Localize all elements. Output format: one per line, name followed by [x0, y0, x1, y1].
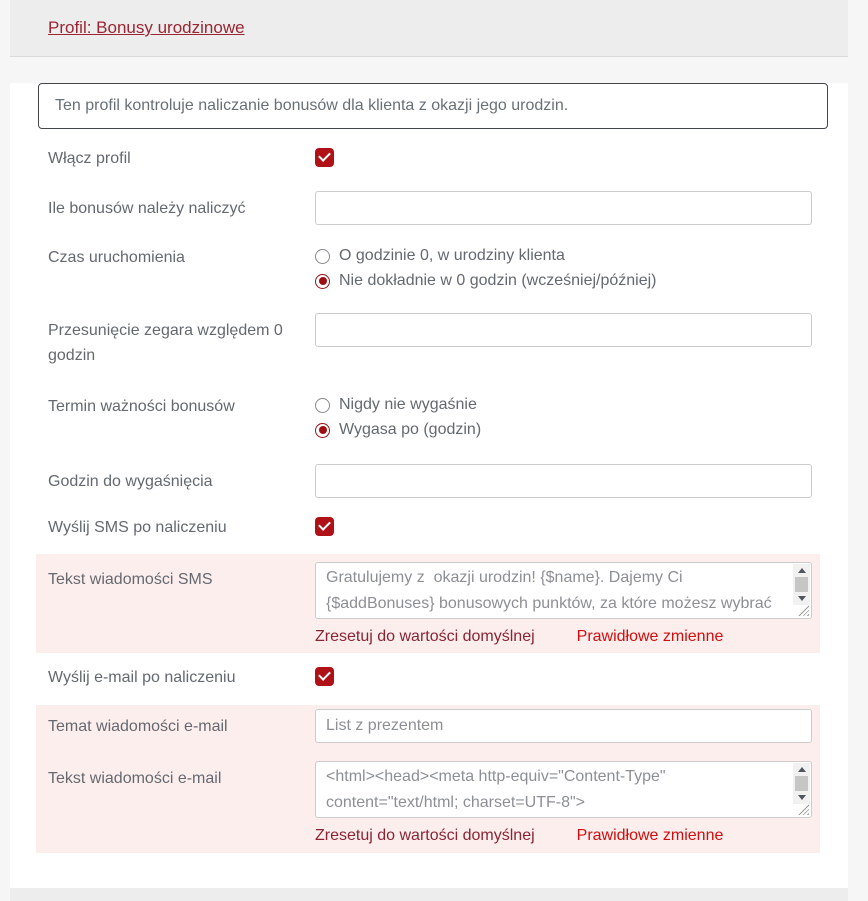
- sms-reset-default-link[interactable]: Zresetuj do wartości domyślnej: [315, 628, 535, 645]
- expiry-option-0[interactable]: [315, 394, 812, 416]
- next-section-header-bar[interactable]: [10, 888, 848, 901]
- send-sms-checkbox[interactable]: [315, 517, 334, 536]
- email-text-label: Tekst wiadomości e-mail: [48, 770, 222, 787]
- enable-profile-checkbox[interactable]: [315, 148, 334, 167]
- row-expiry: [10, 394, 848, 444]
- sms-text-section: [36, 554, 820, 653]
- email-text-section: [36, 705, 820, 853]
- radio-unchecked-icon[interactable]: [315, 249, 330, 264]
- send-email-checkbox[interactable]: [315, 667, 334, 686]
- clock-offset-input[interactable]: [315, 313, 812, 347]
- sms-textarea-scrollbar[interactable]: [793, 564, 810, 605]
- email-subject-label: Temat wiadomości e-mail: [48, 718, 228, 735]
- launch-time-label: Czas uruchomienia: [48, 249, 185, 266]
- bonus-amount-label: Ile bonusów należy naliczyć: [48, 200, 246, 217]
- sms-text-label: Tekst wiadomości SMS: [48, 571, 213, 588]
- send-email-label: Wyślij e-mail po naliczeniu: [48, 669, 236, 686]
- email-reset-default-link[interactable]: Zresetuj do wartości domyślnej: [315, 827, 535, 844]
- row-sms-text: [36, 562, 820, 619]
- hours-to-expiry-label: Godzin do wygaśnięcia: [48, 473, 213, 490]
- launch-time-option-1-label: Nie dokładnie w 0 godzin (wcześniej/później): [339, 272, 657, 289]
- expiry-option-1[interactable]: [315, 419, 812, 441]
- scroll-up-icon[interactable]: [793, 564, 810, 577]
- email-text-area-frame: [315, 761, 812, 818]
- expiry-option-0-label: Nigdy nie wygaśnie: [339, 396, 477, 413]
- launch-time-option-1[interactable]: [315, 270, 812, 292]
- scroll-up-icon[interactable]: [793, 763, 810, 776]
- row-email-text: [36, 761, 820, 818]
- profile-title-link[interactable]: Profil: Bonusy urodzinowe: [48, 18, 245, 37]
- row-enable-profile: [10, 146, 848, 172]
- profile-description-box: [38, 83, 828, 129]
- row-email-subject: [36, 709, 820, 743]
- row-send-sms: [10, 515, 848, 541]
- enable-profile-label: Włącz profil: [48, 150, 131, 167]
- settings-card: [10, 0, 848, 901]
- row-bonus-amount: [10, 191, 848, 225]
- bonus-amount-input[interactable]: [315, 191, 812, 225]
- email-valid-variables-link[interactable]: Prawidłowe zmienne: [576, 827, 724, 844]
- clock-offset-label: Przesunięcie zegara względem 0 godzin: [48, 322, 283, 364]
- sms-text-textarea[interactable]: [316, 563, 811, 618]
- sms-valid-variables-link[interactable]: Prawidłowe zmienne: [576, 628, 724, 645]
- radio-checked-icon[interactable]: [315, 274, 330, 289]
- scroll-down-icon[interactable]: [793, 592, 810, 605]
- hours-to-expiry-input[interactable]: [315, 464, 812, 498]
- sms-links-row: [36, 628, 820, 646]
- sms-text-area-frame: [315, 562, 812, 619]
- section-header-bar: [10, 0, 848, 57]
- row-clock-offset: [10, 313, 848, 368]
- scrollbar-thumb[interactable]: [795, 577, 808, 592]
- email-links-row: [36, 827, 820, 845]
- email-textarea-scrollbar[interactable]: [793, 763, 810, 804]
- row-launch-time: [10, 245, 848, 295]
- expiry-label: Termin ważności bonusów: [48, 398, 235, 415]
- radio-unchecked-icon[interactable]: [315, 398, 330, 413]
- send-sms-label: Wyślij SMS po naliczeniu: [48, 519, 227, 536]
- row-hours-to-expiry: [10, 464, 848, 498]
- radio-checked-icon[interactable]: [315, 423, 330, 438]
- email-text-textarea[interactable]: [316, 762, 811, 817]
- launch-time-option-0-label: O godzinie 0, w urodziny klienta: [339, 247, 565, 264]
- email-subject-input[interactable]: [315, 709, 812, 743]
- launch-time-option-0[interactable]: [315, 245, 812, 267]
- profile-description-text: Ten profil kontroluje naliczanie bonusów dla klienta z okazji jego urodzin.: [55, 97, 569, 114]
- expiry-option-1-label: Wygasa po (godzin): [339, 421, 482, 438]
- scrollbar-thumb[interactable]: [795, 776, 808, 791]
- scroll-down-icon[interactable]: [793, 791, 810, 804]
- row-send-email: [10, 665, 848, 691]
- settings-form: [10, 83, 848, 888]
